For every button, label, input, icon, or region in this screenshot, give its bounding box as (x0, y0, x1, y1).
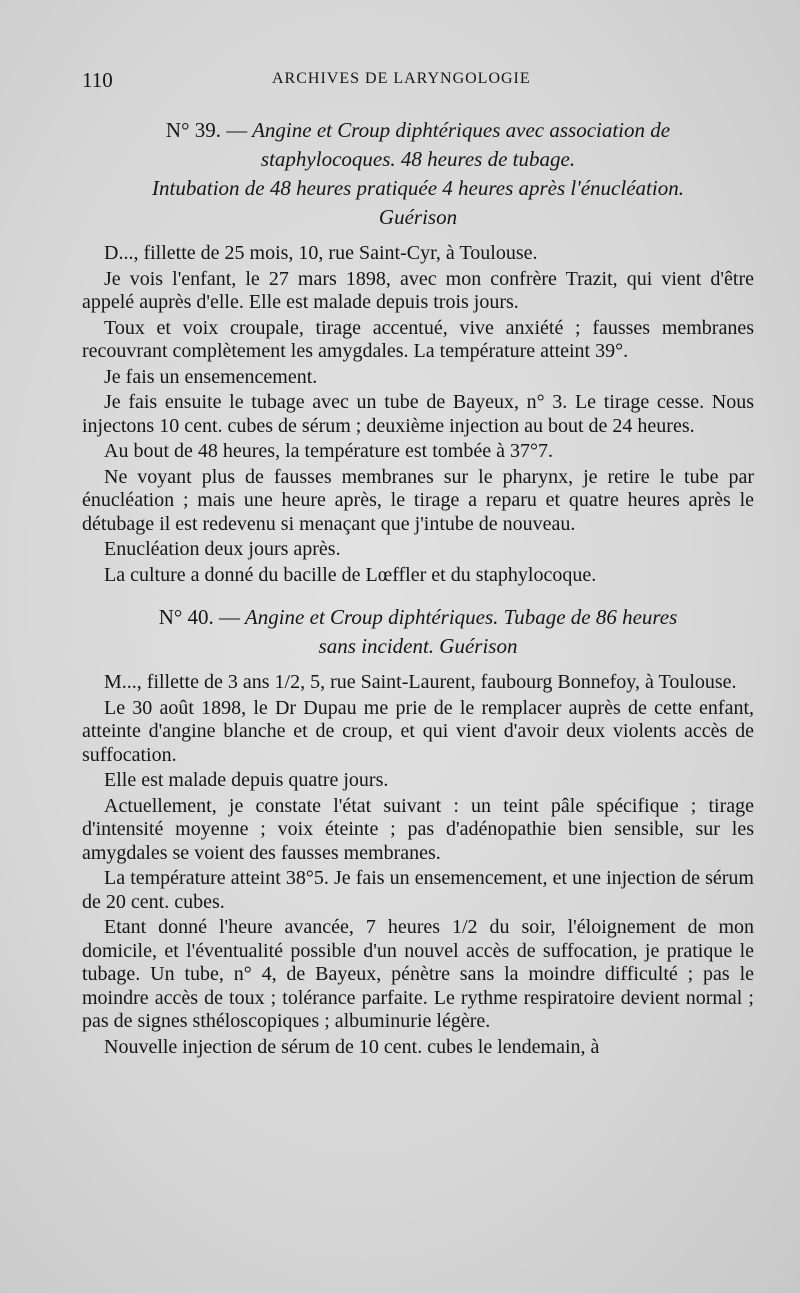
case-39-number: N° 39. — (165, 118, 248, 142)
case-40-paragraph: Etant donné l'heure avancée, 7 heures 1/2 du soir, l'éloignement de mon domicile, et l'éventualité possible d'un nouvel accès de suffocation, je pratique le tubage. Un tube, n° 4, de Bayeux, pénètre sans la moindre difficulté ; pas le moindre accès de toux ; tolérance parfaite. Le rythme respiratoire devient normal ; pas de signes sthéloscopiques ; albuminurie légère. (82, 916, 754, 1032)
case-39-paragraph: Ne voyant plus de fausses membranes sur le pharynx, je retire le tube par énucléation ; mais une heure après, le tirage a reparu et quatre heures après le détubage il est redevenu si menaçant que j'intube de nouveau. (82, 465, 754, 535)
case-40-paragraph: Elle est malade depuis quatre jours. (104, 769, 389, 791)
case-40-paragraph: La température atteint 38°5. Je fais un ensemencement, et une injection de sérum de 20 cent. cubes. (82, 867, 754, 913)
case-39-paragraph: Enucléation deux jours après. (104, 538, 341, 560)
case-39-paragraph: Je vois l'enfant, le 27 mars 1898, avec mon confrère Trazit, qui vient d'être appelé auprès d'elle. Elle est malade depuis trois jours. (82, 267, 754, 313)
case-39-title-line: staphylocoques. 48 heures de tubage. (260, 147, 576, 171)
case-39-paragraph: La culture a donné du bacille de Lœffler et du staphylocoque. (104, 563, 597, 586)
case-39-paragraph: Je fais ensuite le tubage avec un tube de Bayeux, n° 3. Le tirage cesse. Nous injectons 10 cent. cubes de sérum ; deuxième injection au bout de 24 heures. (82, 391, 754, 437)
case-40-paragraph: Nouvelle injection de sérum de 10 cent. cubes le lendemain, à (104, 1035, 600, 1058)
section-gap (82, 589, 754, 603)
case-39-paragraph: Au bout de 48 heures, la température est tombée à 37°7. (104, 440, 553, 462)
case-39-title-line: Angine et Croup diphtériques avec association de (252, 118, 671, 142)
case-40-title (82, 603, 754, 661)
page-header (82, 68, 740, 98)
case-39-paragraph: Je fais un ensemencement. (104, 365, 318, 388)
case-40-title-line: sans incident. Guérison (318, 634, 518, 658)
case-40-paragraph: Actuellement, je constate l'état suivant : un teint pâle spécifique ; tirage d'intensité moyenne ; voix éteinte ; pas d'adénopathie bien sensible, sur les amygdales se voient des fausses membranes. (82, 794, 754, 864)
running-title: ARCHIVES DE LARYNGOLOGIE (272, 70, 531, 87)
case-40-title-line: Angine et Croup diphtériques. Tubage de 86 heures (244, 605, 678, 629)
page-number: 110 (82, 68, 113, 92)
case-40-paragraph: Le 30 août 1898, le Dr Dupau me prie de le remplacer auprès de cette enfant, atteinte d'angine blanche et de croup, et qui vient d'avoir deux violents accès de suffocation. (82, 696, 754, 766)
case-39-paragraph: D..., fillette de 25 mois, 10, rue Saint-Cyr, à Toulouse. (104, 242, 538, 264)
case-39-title-line: Intubation de 48 heures pratiquée 4 heures après l'énucléation. (152, 176, 684, 200)
case-39-title-line: Guérison (378, 205, 458, 229)
page-body (82, 116, 754, 1061)
case-40-paragraph: M..., fillette de 3 ans 1/2, 5, rue Saint-Laurent, faubourg Bonnefoy, à Toulouse. (104, 671, 737, 693)
case-39-title (82, 116, 754, 232)
case-39-paragraph: Toux et voix croupale, tirage accentué, vive anxiété ; fausses membranes recouvrant complètement les amygdales. La température atteint 39°. (82, 316, 754, 362)
case-40-number: N° 40. — (158, 605, 241, 629)
